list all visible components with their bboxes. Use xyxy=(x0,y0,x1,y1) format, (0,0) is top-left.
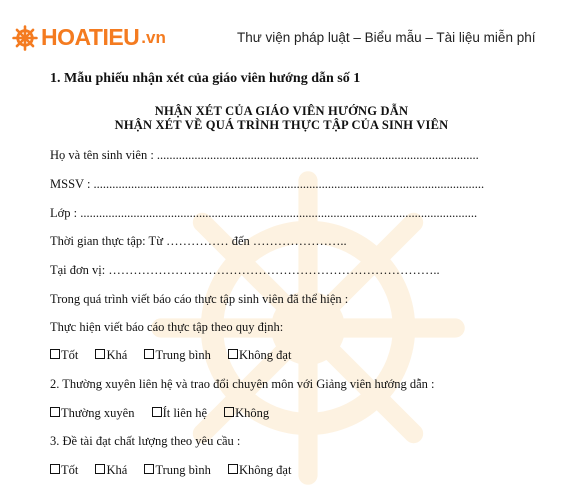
site-header xyxy=(0,0,563,72)
checkbox-option[interactable]: Tốt xyxy=(50,348,78,363)
site-tagline: Thư viện pháp luật – Biểu mẫu – Tài liệu miễn phí xyxy=(237,30,536,45)
checkbox-icon[interactable] xyxy=(152,407,162,417)
checkbox-option[interactable]: Tốt xyxy=(50,463,78,478)
checkbox-option[interactable]: Ít liên hệ xyxy=(152,406,207,421)
checkbox-icon[interactable] xyxy=(144,464,154,474)
document-title-line-2: NHẬN XÉT VỀ QUÁ TRÌNH THỰC TẬP CỦA SINH VIÊN xyxy=(114,118,449,132)
checkbox-icon[interactable] xyxy=(50,464,60,474)
checkbox-icon[interactable] xyxy=(95,464,105,474)
logo-text: HOATIEU xyxy=(41,24,140,50)
question-1-options xyxy=(50,348,305,363)
checkbox-option[interactable]: Trung bình xyxy=(144,348,210,363)
field-student-name: Họ và tên sinh viên : ....................................................................................................... xyxy=(50,148,479,162)
document-title-line-1: NHẬN XÉT CỦA GIÁO VIÊN HƯỚNG DẪN xyxy=(154,104,409,118)
checkbox-option[interactable]: Khá xyxy=(95,463,127,478)
checkbox-icon[interactable] xyxy=(224,407,234,417)
field-class: Lớp : ............................................................................................................................... xyxy=(50,206,478,220)
checkbox-icon[interactable] xyxy=(144,349,154,359)
ship-wheel-logo-icon xyxy=(12,25,38,51)
field-internship-place: Tại đơn vị: …………………………………………………………………….. xyxy=(50,263,440,277)
checkbox-option[interactable]: Trung bình xyxy=(144,463,210,478)
checkbox-icon[interactable] xyxy=(228,464,238,474)
question-2-options xyxy=(50,406,283,421)
checkbox-icon[interactable] xyxy=(50,349,60,359)
field-internship-time: Thời gian thực tập: Từ …………… đến ………………….. xyxy=(50,234,347,248)
intro-text: Trong quá trình viết báo cáo thực tập sinh viên đã thể hiện : xyxy=(50,292,349,306)
checkbox-option[interactable]: Không xyxy=(224,406,269,421)
field-mssv: MSSV : ............................................................................................................................. xyxy=(50,177,485,191)
checkbox-option[interactable]: Không đạt xyxy=(228,463,291,478)
section-heading: 1. Mẫu phiếu nhận xét của giáo viên hướng dẫn số 1 xyxy=(50,71,361,86)
logo-suffix: .vn xyxy=(141,27,166,47)
checkbox-option[interactable]: Thường xuyên xyxy=(50,406,134,421)
checkbox-icon[interactable] xyxy=(95,349,105,359)
question-1-text: Thực hiện viết báo cáo thực tập theo quy định: xyxy=(50,320,284,334)
question-3-options xyxy=(50,463,305,478)
checkbox-option[interactable]: Khá xyxy=(95,348,127,363)
checkbox-icon[interactable] xyxy=(228,349,238,359)
site-logo[interactable] xyxy=(12,24,166,51)
checkbox-icon[interactable] xyxy=(50,407,60,417)
question-2-text: 2. Thường xuyên liên hệ và trao đổi chuyên môn với Giảng viên hướng dẫn : xyxy=(50,377,435,391)
question-3-text: 3. Đề tài đạt chất lượng theo yêu cầu : xyxy=(50,434,241,448)
checkbox-option[interactable]: Không đạt xyxy=(228,348,291,363)
